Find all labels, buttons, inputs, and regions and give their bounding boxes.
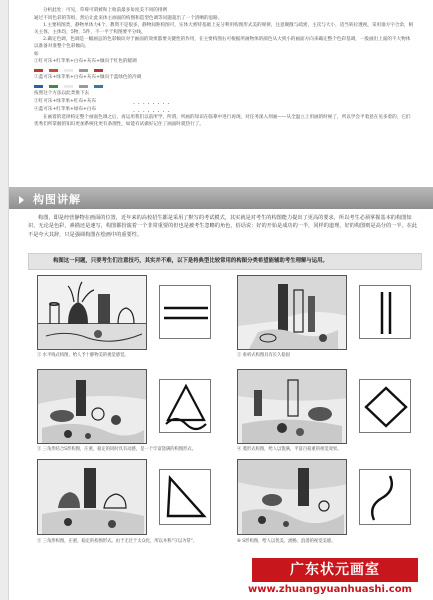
color-scheme-label: ①红可乐+红苹果+白布+灰布+倾向于红色的暖调 — [34, 59, 137, 65]
color-swatch — [49, 85, 58, 88]
s-curve-icon — [360, 470, 412, 526]
caption-3: ③ 三角形结合S形构图，庄重，稳定的同时具有动感，是一个牢富饶满的构图形式。 — [37, 447, 196, 452]
color-swatch — [79, 69, 88, 72]
analysis-text-block — [34, 8, 414, 129]
still-life-sketch-icon — [238, 370, 347, 444]
color-scheme-row — [34, 107, 414, 114]
color-scheme-row — [34, 91, 414, 98]
caption-4: ④ 菱形式构图，给人以饱满，平富百稳重的视觉效果。 — [237, 447, 342, 452]
page-sidebar-strip — [0, 0, 9, 600]
diagram-triangle-s — [159, 379, 211, 433]
triangle-shape-icon — [160, 470, 212, 526]
color-swatch — [64, 85, 73, 88]
color-swatch — [34, 69, 43, 72]
horizontal-lines-icon — [160, 286, 212, 340]
diagram-horizontal — [159, 285, 211, 339]
color-scheme-label: ③红可乐+绿苹果+红布+灰布 — [34, 99, 97, 105]
color-swatch — [94, 69, 103, 72]
color-scheme-label: 按照这个方法以此类推下去 — [34, 91, 90, 97]
analysis-paragraph-5: 在画着的选择构定整个画面色调之后，再运用我们以前所学，所谓，所画的知识在临摹中进行再现，对任务深入刻画——从全温立上用画的时候了，所以学会平着意在见多着的，它们优秀们所掌握的知识更加系统化更有条理性，如能有试做好记住了画面时就热行了。 — [34, 115, 411, 127]
still-life-sketch-icon — [38, 276, 147, 350]
diagram-diamond — [359, 379, 411, 433]
color-swatch — [94, 85, 103, 88]
color-swatch — [34, 85, 43, 88]
color-scheme-label: ②蓝可乐+绿苹果+白布+灰布+倾向于蓝绿色的冷调 — [34, 75, 142, 81]
callout-box: 构图这一问题，只要考生们注意技巧，其实并不难，以下是将典型比较常用的构图分类希望能辅助考生理解与运用。 — [28, 253, 422, 270]
still-life-sketch-icon — [38, 460, 147, 535]
diagram-s-curve — [359, 469, 411, 525]
color-swatch-row-cool — [34, 83, 414, 90]
diagram-vertical — [359, 285, 411, 339]
color-swatch — [49, 69, 58, 72]
color-swatch — [79, 85, 88, 88]
sketch-triangle-s-composition — [37, 369, 147, 444]
sketch-horizontal-composition — [37, 275, 147, 350]
color-scheme-row — [34, 99, 414, 106]
analysis-paragraph-2: 通过不同色彩的等组，然后让此来体主画面的构图和造型色调等问题超出了一个清晰的思路。 — [34, 15, 223, 21]
section-title: 构图讲解 — [33, 193, 81, 206]
color-scheme-label: ④蓝可乐+红苹果+绿布+白布 — [34, 107, 97, 113]
still-life-sketch-icon — [38, 370, 147, 444]
color-swatch — [64, 69, 73, 72]
sketch-diamond-composition — [237, 369, 347, 444]
intro-paragraph: 构图，即是经营静物在画面的位置，近年来的高校招生都是采用了默写的考试模式，其实就是对考生的构图能力提出了更高的要求，所以考生必须掌握基本的构图知识，无论是色彩，素描还是速写，构图都扮演着一个非常重要的但也是被考生忽略的角色，俗话说：好的开始是成功的一半，同样的道理，好的构图则是高分的一半，在此不是夸大其辞，只是强调构图在绘画中的重要性。 — [28, 215, 418, 238]
placeholder-dots: ........ — [133, 106, 173, 114]
studio-website-url[interactable]: www.zhuangyuanhuashi.com — [248, 584, 412, 595]
caption-5: ⑤ 三角形构图，庄重，稳定的构图形式。由于无过于太众化，所以并称"守以为常"。 — [37, 539, 198, 544]
placeholder-dots: ........ — [133, 98, 173, 106]
analysis-paragraph-1: 分析此处：可见，草莓可谓被和上收前最多角度美不同的排例 — [43, 8, 168, 13]
color-swatch-row-warm — [34, 67, 414, 74]
caption-1: ① 水平线式构图，给人予十静物美的视觉感觉。 — [37, 353, 129, 358]
analysis-paragraph-3: 1.主要构图类，静物单体力4个，教资不是很多，静物间距构图可，实体大密特基础上充分利用构图形式美的规律，注意聚散与疏密，主次与大小，适当转拉透视，采用谁方字合余，相关主体，主体均，5物，5件，不一平于构图要平分线。 — [34, 23, 414, 35]
diamond-shape-icon — [360, 380, 412, 434]
diagram-triangle — [159, 469, 211, 525]
sketch-triangle-composition — [37, 459, 147, 535]
sketch-s-composition — [237, 459, 347, 535]
still-life-sketch-icon — [238, 276, 347, 350]
studio-brand-banner: 广东状元画室 — [252, 558, 418, 582]
sketch-vertical-composition — [237, 275, 347, 350]
color-scheme-row — [34, 75, 414, 82]
triangle-s-shape-icon — [160, 380, 212, 434]
still-life-sketch-icon — [238, 460, 347, 535]
analysis-paragraph-4: 2.确定色调，色调是一幅画总的色彩倾向对于画面的效果都要关键性的作用，在主要构图右可根据所画物体的颜色从大到小的画面方向来确定整个色彩基调，一般画出上面的不大物体以准备对准整个色彩倾向。 — [34, 37, 411, 49]
vertical-lines-icon — [360, 286, 412, 340]
caption-6: ⑥ S形构图，给人以优美，流畅，浪漫的视觉美感。 — [237, 539, 336, 544]
arrow-right-icon — [19, 196, 24, 204]
color-scheme-row — [34, 59, 414, 66]
section-header — [9, 187, 433, 209]
caption-2: ② 垂析式构图具有长久稳固 — [237, 353, 290, 358]
example-marker: 如 — [34, 51, 39, 57]
